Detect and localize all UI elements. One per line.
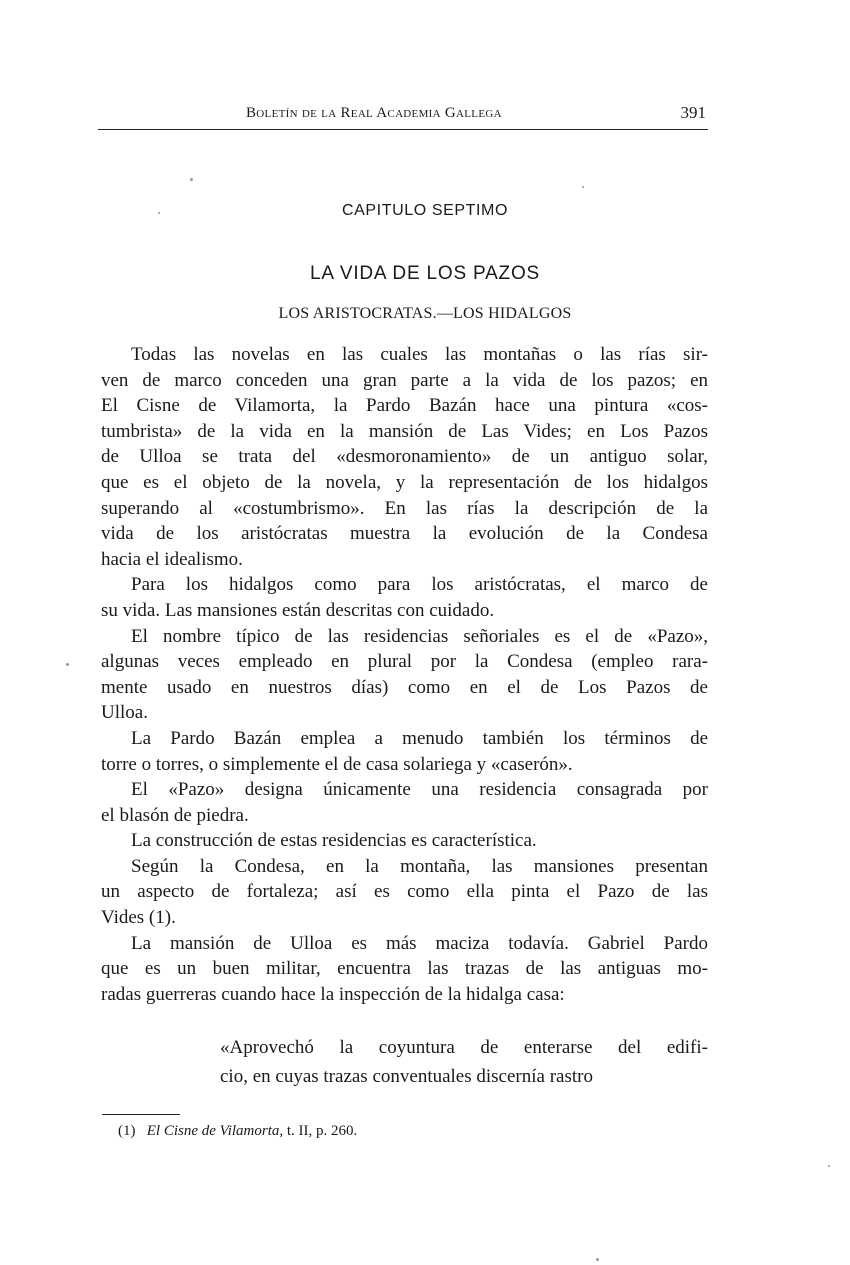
chapter-label: CAPITULO SEPTIMO: [341, 202, 509, 219]
scan-speck: [66, 663, 69, 666]
text-line: mente usado en nuestros días) como en el de Los Pazos de: [101, 676, 708, 698]
scan-speck: [190, 178, 193, 181]
text-line: el blasón de piedra.: [101, 804, 249, 826]
text-line: Vides (1).: [101, 907, 176, 929]
running-header: [98, 101, 708, 130]
text-line: La construcción de estas residencias es característica.: [131, 830, 537, 852]
text-line: radas guerreras cuando hace la inspección de la hidalga casa:: [101, 983, 565, 1005]
text-line: superando al «costumbrismo». En las rías la descripción de la: [101, 497, 708, 519]
page-number: 391: [680, 103, 706, 122]
quote-line: cio, en cuyas trazas conventuales discernía rastro: [220, 1066, 593, 1087]
scan-speck: [582, 186, 584, 188]
text-line: Para los hidalgos como para los aristócratas, el marco de: [131, 574, 708, 596]
text-line: su vida. Las mansiones están descritas con cuidado.: [101, 599, 495, 621]
text-line: La Pardo Bazán emplea a menudo también los términos de: [131, 727, 708, 749]
text-line: ven de marco conceden una gran parte a la vida de los pazos; en: [101, 369, 708, 391]
chapter-subtitle: LOS ARISTOCRATAS.—LOS HIDALGOS: [278, 305, 572, 322]
running-title: Boletín de la Real Academia Gallega: [246, 105, 502, 121]
text-line: de Ulloa se trata del «desmoronamiento» de un antiguo solar,: [101, 446, 708, 468]
scan-speck: [828, 1165, 830, 1167]
text-line: Ulloa.: [101, 702, 148, 724]
text-line: La mansión de Ulloa es más maciza todavía. Gabriel Pardo: [131, 932, 708, 954]
text-line: un aspecto de fortaleza; así es como ella pinta el Pazo de las: [101, 881, 708, 903]
text-line: vida de los aristócratas muestra la evolución de la Condesa: [101, 523, 708, 545]
text-line: El nombre típico de las residencias señoriales es el de «Pazo»,: [131, 625, 708, 647]
text-line: tumbrista» de la vida en la mansión de Las Vides; en Los Pazos: [101, 420, 708, 442]
body-text: [101, 342, 708, 1007]
text-line: El Cisne de Vilamorta, la Pardo Bazán hace una pintura «cos-: [101, 395, 708, 417]
text-line: Según la Condesa, en la montaña, las mansiones presentan: [131, 855, 708, 877]
quote-line: «Aprovechó la coyuntura de enterarse del edifi-: [220, 1037, 708, 1058]
text-line: torre o torres, o simplemente el de casa solariega y «caserón».: [101, 753, 573, 775]
scan-speck: [596, 1258, 599, 1261]
footnote-reference: t. II, p. 260.: [286, 1123, 358, 1139]
footnote-work-title: El Cisne de Vilamorta,: [146, 1123, 284, 1139]
text-line: Todas las novelas en las cuales las montañas o las rías sir-: [131, 344, 708, 365]
text-line: que es el objeto de la novela, y la representación de los hidalgos: [101, 471, 708, 493]
text-line: que es un buen militar, encuentra las trazas de las antiguas mo-: [101, 958, 708, 980]
text-line: algunas veces empleado en plural por la Condesa (empleo rara-: [101, 651, 708, 673]
text-line: El «Pazo» designa únicamente una residencia consagrada por: [131, 779, 708, 801]
block-quote: [220, 1033, 708, 1091]
footnote-marker: (1): [118, 1123, 136, 1139]
footnote: [118, 1123, 357, 1140]
chapter-title: LA VIDA DE LOS PAZOS: [309, 263, 540, 284]
scan-speck: [158, 212, 160, 214]
footnote-rule: [102, 1114, 180, 1115]
text-line: hacia el idealismo.: [101, 548, 243, 570]
